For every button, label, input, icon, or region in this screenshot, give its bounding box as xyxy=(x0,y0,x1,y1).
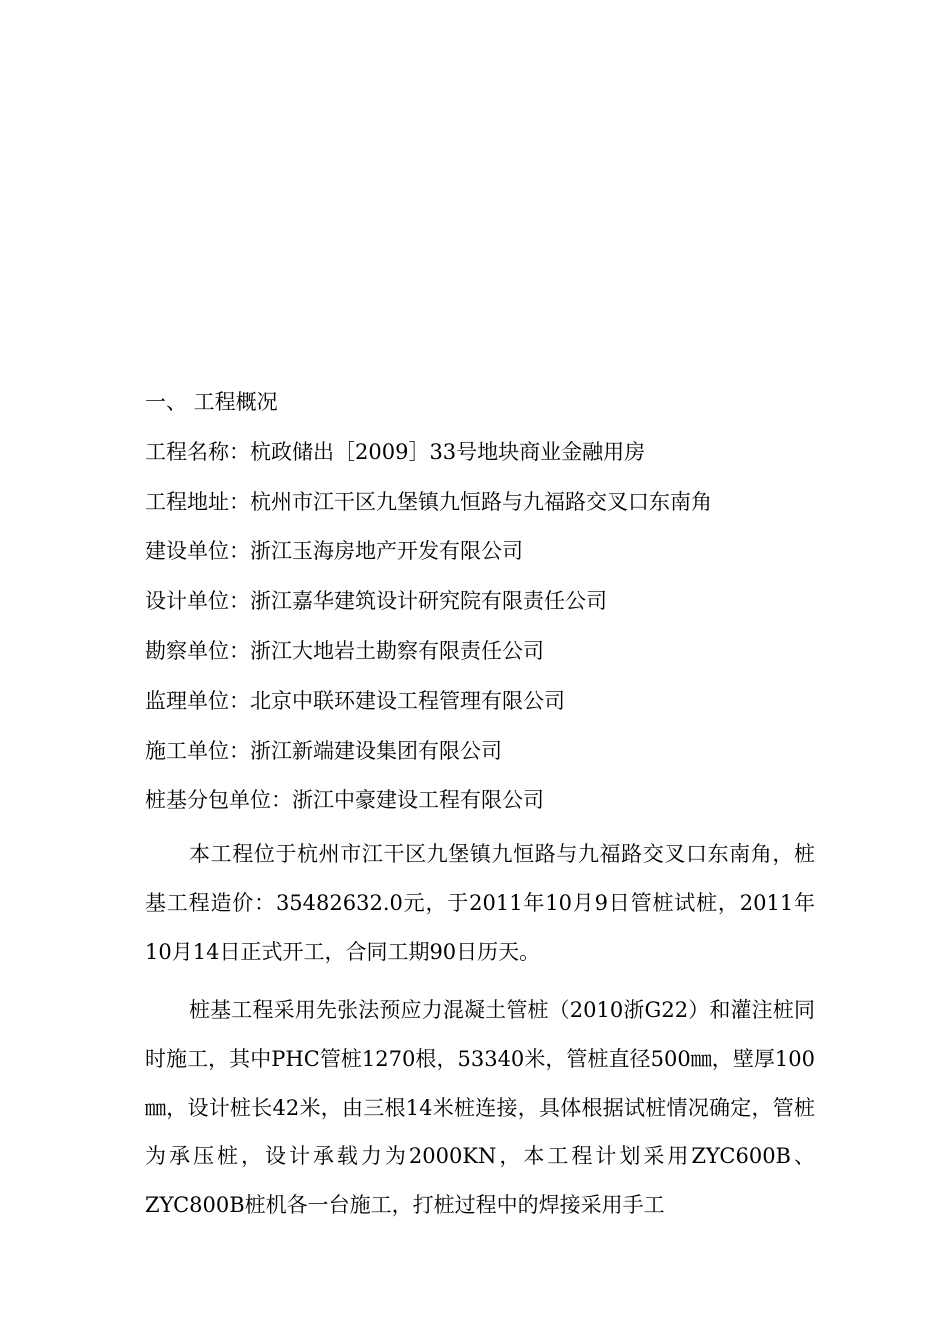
info-row-designer xyxy=(145,577,815,627)
info-label: 工程名称： xyxy=(145,439,250,464)
document-body xyxy=(145,378,815,1230)
info-row-surveyor xyxy=(145,627,815,677)
info-value: 浙江玉海房地产开发有限公司 xyxy=(250,539,523,564)
info-label: 监理单位： xyxy=(145,688,250,713)
info-label: 勘察单位： xyxy=(145,638,250,663)
info-row-project-address xyxy=(145,478,815,528)
paragraph-pile-foundation: 桩基工程采用先张法预应力混凝土管桩（2010浙G22）和灌注桩同时施工，其中PHC管桩1270根，53340米，管桩直径500㎜，壁厚100㎜，设计桩长42米，由三根14米桩连接，具体根据试桩情况确定，管桩为承压桩，设计承载力为2000KN，本工程计划采用ZYC600B、ZYC800B桩机各一台施工，打桩过程中的焊接采用手工 xyxy=(145,998,815,1218)
info-value: 杭州市江干区九堡镇九恒路与九福路交叉口东南角 xyxy=(250,489,712,514)
info-label: 工程地址： xyxy=(145,489,250,514)
info-label: 建设单位： xyxy=(145,539,250,564)
section-heading: 一、 工程概况 xyxy=(145,390,278,414)
info-row-pile-subcontractor xyxy=(145,776,815,826)
info-row-project-name xyxy=(145,428,815,478)
paragraph-project-overview: 本工程位于杭州市江干区九堡镇九恒路与九福路交叉口东南角，桩基工程造价：35482632.0元，于2011年10月9日管桩试桩，2011年10月14日正式开工，合同工期90日历天。 xyxy=(145,842,815,964)
info-value: 浙江中豪建设工程有限公司 xyxy=(292,788,544,813)
info-row-developer xyxy=(145,527,815,577)
info-row-contractor xyxy=(145,727,815,777)
info-value: 北京中联环建设工程管理有限公司 xyxy=(250,688,565,713)
info-label: 桩基分包单位： xyxy=(145,788,292,813)
info-value: 杭政储出［2009］33号地块商业金融用房 xyxy=(250,439,646,464)
info-label: 设计单位： xyxy=(145,589,250,614)
info-value: 浙江大地岩土勘察有限责任公司 xyxy=(250,638,544,663)
info-row-supervisor xyxy=(145,677,815,727)
info-label: 施工单位： xyxy=(145,738,250,763)
info-value: 浙江嘉华建筑设计研究院有限责任公司 xyxy=(250,589,607,614)
info-value: 浙江新端建设集团有限公司 xyxy=(250,738,502,763)
